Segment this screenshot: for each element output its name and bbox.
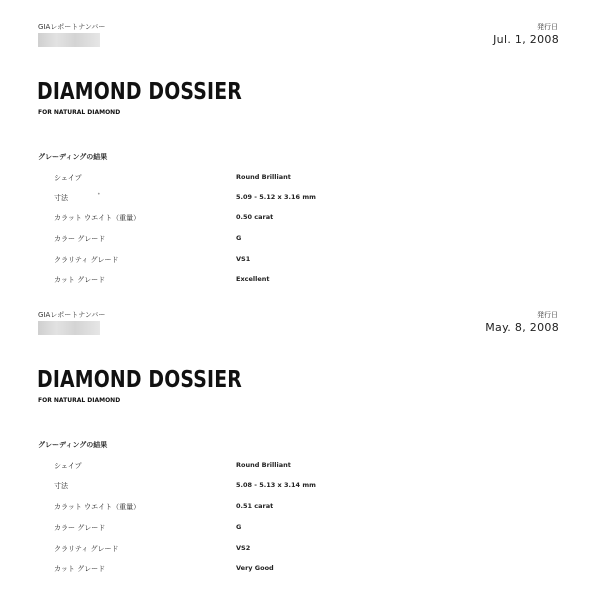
grading-results-heading: グレーディングの結果 xyxy=(38,153,108,161)
redacted-report-number xyxy=(38,321,100,335)
report-number-label: GIAレポートナンバー xyxy=(38,23,106,31)
grading-row-label: カラット ウエイト（重量） xyxy=(54,503,141,511)
grading-row-value: G xyxy=(236,523,242,531)
grading-row-label: クラリティ グレード xyxy=(54,545,119,553)
grading-row-label: カラー グレード xyxy=(54,235,106,243)
document-subtitle: FOR NATURAL DIAMOND xyxy=(38,397,121,404)
issue-date: May. 8, 2008 xyxy=(485,321,559,334)
grading-row-clarity-grade xyxy=(0,544,600,556)
grading-row-cut-grade xyxy=(0,275,600,287)
redacted-report-number xyxy=(38,33,100,47)
grading-row-cut-grade xyxy=(0,564,600,576)
grading-row-value: Very Good xyxy=(236,564,274,572)
grading-row-label: シェイプ xyxy=(54,174,82,182)
grading-row-color-grade xyxy=(0,523,600,535)
grading-row-value: 0.50 carat xyxy=(236,213,274,221)
grading-row-clarity-grade xyxy=(0,255,600,267)
grading-row-value: Round Brilliant xyxy=(236,461,291,469)
issue-date-label: 発行日 xyxy=(537,23,558,31)
grading-row-label: 寸法 xyxy=(54,482,68,490)
grading-row-value: Excellent xyxy=(236,275,270,283)
grading-row-value: 5.09 - 5.12 x 3.16 mm xyxy=(236,193,316,201)
document-title: DIAMOND DOSSIER xyxy=(37,367,242,393)
grading-row-label: シェイプ xyxy=(54,462,82,470)
grading-row-value: 5.08 - 5.13 x 3.14 mm xyxy=(236,481,316,489)
grading-row-color-grade xyxy=(0,234,600,246)
grading-row-value: 0.51 carat xyxy=(236,502,274,510)
document-title: DIAMOND DOSSIER xyxy=(37,79,242,105)
grading-row-value: VS1 xyxy=(236,255,251,263)
grading-row-label: クラリティ グレード xyxy=(54,256,119,264)
grading-row-label: 寸法 xyxy=(54,194,68,202)
scan-speck: • xyxy=(97,191,101,198)
issue-date: Jul. 1, 2008 xyxy=(493,33,559,46)
grading-row-label: カット グレード xyxy=(54,565,106,573)
grading-row-value: Round Brilliant xyxy=(236,173,291,181)
grading-row-carat-weight xyxy=(0,213,600,225)
grading-row-label: カラット ウエイト（重量） xyxy=(54,214,141,222)
grading-row-shape xyxy=(0,461,600,473)
document-subtitle: FOR NATURAL DIAMOND xyxy=(38,109,121,116)
grading-row-value: VS2 xyxy=(236,544,251,552)
grading-row-value: G xyxy=(236,234,242,242)
grading-row-measurements xyxy=(0,481,600,493)
grading-row-carat-weight xyxy=(0,502,600,514)
grading-row-label: カット グレード xyxy=(54,276,106,284)
grading-row-label: カラー グレード xyxy=(54,524,106,532)
grading-results-heading: グレーディングの結果 xyxy=(38,441,108,449)
report-number-label: GIAレポートナンバー xyxy=(38,311,106,319)
grading-row-shape xyxy=(0,173,600,185)
issue-date-label: 発行日 xyxy=(537,311,558,319)
grading-row-measurements xyxy=(0,193,600,205)
